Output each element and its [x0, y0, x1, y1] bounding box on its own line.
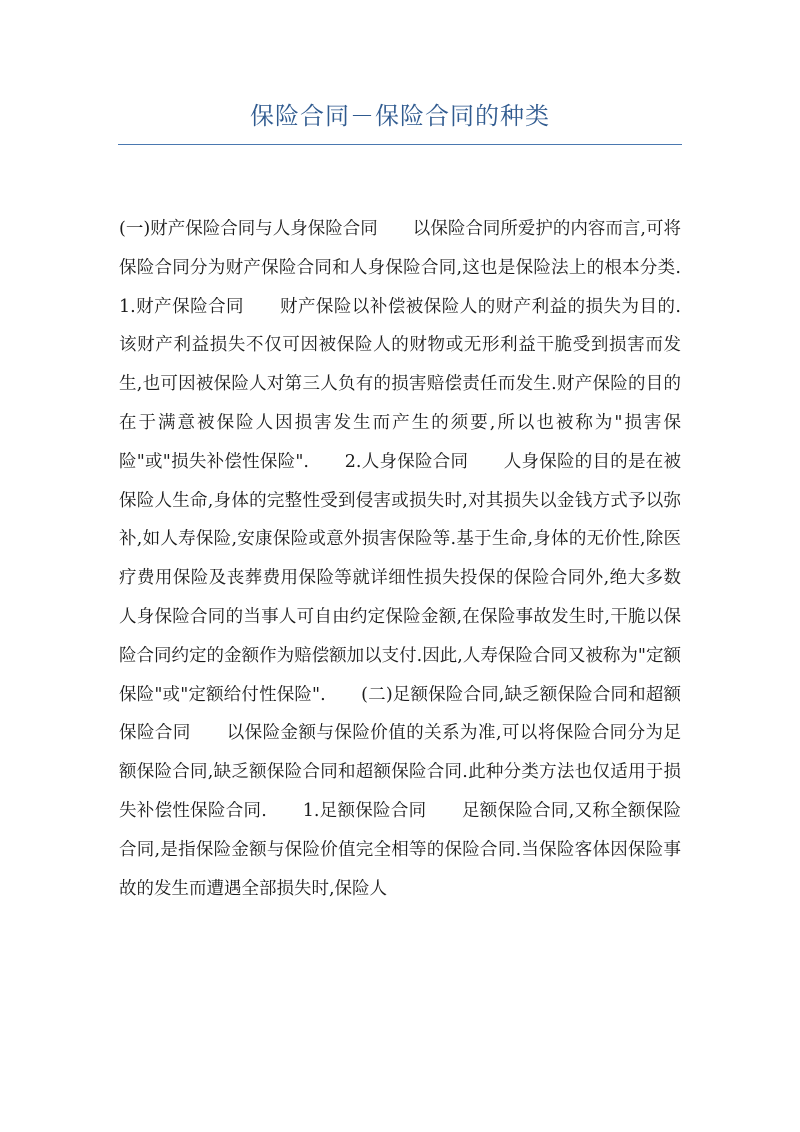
document-title: 保险合同－保险合同的种类	[250, 102, 550, 130]
title-underline	[118, 144, 682, 145]
document-body: (一)财产保险合同与人身保险合同 以保险合同所爱护的内容而言,可将保险合同分为财产保险合同和人身保险合同,这也是保险法上的根本分类. 1.财产保险合同 财产保险以补偿被保险人的财产利益的损失为目的.该财产利益损失不仅可因被保险人的财物或无形利益干脆受到损害而发生,也可因被保险人对第三人负有的损害赔偿责任而发生.财产保险的目的在于满意被保险人因损害发生而产生的须要,所以也被称为"损害保险"或"损失补偿性保险". 2.人身保险合同 人身保险的目的是在被保险人生命,身体的完整性受到侵害或损失时,对其损失以金钱方式予以弥补,如人寿保险,安康保险或意外损害保险等.基于生命,身体的无价性,除医疗费用保险及丧葬费用保险等就详细性损失投保的保险合同外,绝大多数人身保险合同的当事人可自由约定保险金额,在保险事故发生时,干脆以保险合同约定的金额作为赔偿额加以支付.因此,人寿保险合同又被称为"定额保险"或"定额给付性保险". (二)足额保险合同,缺乏额保险合同和超额保险合同 以保险金额与保险价值的关系为准,可以将保险合同分为足额保险合同,缺乏额保险合同和超额保险合同.此种分类方法也仅适用于损失补偿性保险合同. 1.足额保险合同 足额保险合同,又称全额保险合同,是指保险金额与保险价值完全相等的保险合同.当保险客体因保险事故的发生而遭遇全部损失时,保险人	[119, 219, 716, 899]
